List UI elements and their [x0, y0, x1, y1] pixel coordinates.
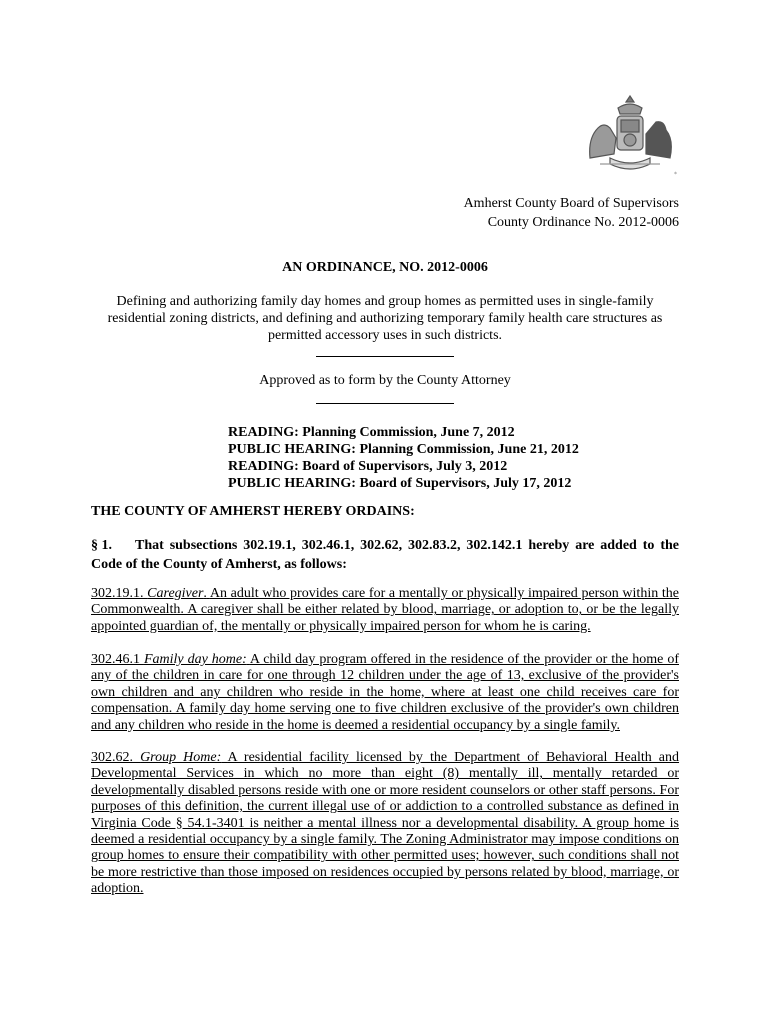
schedule-item: READING: Planning Commission, June 7, 2012	[228, 425, 515, 440]
county-seal-icon	[580, 94, 680, 180]
approved-line: Approved as to form by the County Attorney	[259, 373, 511, 388]
header-ordinance-number: County Ordinance No. 2012-0006	[487, 215, 679, 230]
ordains-heading: THE COUNTY OF AMHERST HEREBY ORDAINS:	[91, 504, 415, 519]
definition-term: Family day home:	[143, 652, 247, 667]
definition-separator: .	[203, 586, 207, 601]
section-1	[91, 536, 679, 574]
definition-term: Caregiver	[147, 586, 204, 601]
hearing-schedule	[228, 424, 579, 492]
divider-rule	[316, 356, 454, 357]
definition-text: A child day program offered in the residence of the provider or the home of any of the children in care for one through 12 children under the age of 13, exclusive of the provider's own children and any children who reside in the home, where at least one child receives care for compensation. A family day home serving one to five children exclusive of the provider's own children and any children who reside in the home is deemed a residential occupancy by a single family.	[91, 652, 679, 733]
definition-caregiver	[91, 586, 679, 635]
definition-term: Group Home:	[140, 750, 222, 765]
schedule-item: READING: Board of Supervisors, July 3, 2012	[228, 459, 508, 474]
definition-family-day-home	[91, 652, 679, 734]
definition-text: A residential facility licensed by the Department of Behavioral Health and Developmental Services in which no more than eight (8) mentally ill, mentally retarded or developmentally disabled persons reside with one or more resident counselors or other staff persons. For purposes of this definition, the current illegal use of or addiction to a controlled substance as defined in Virginia Code § 54.1-3401 is neither a mental illness nor a developmental disability. A group home is deemed a residential occupancy by a single family. The Zoning Administrator may impose conditions on group homes to ensure their compatibility with other permitted uses; however, such conditions shall not be more restrictive than those imposed on residences occupied by persons related by blood, marriage, or adoption.	[91, 750, 680, 897]
schedule-item: PUBLIC HEARING: Board of Supervisors, July 17, 2012	[228, 476, 572, 491]
ordinance-title: AN ORDINANCE, NO. 2012-0006	[282, 260, 488, 275]
svg-text:*: *	[674, 171, 677, 178]
divider-rule	[316, 403, 454, 404]
section-text: That subsections 302.19.1, 302.46.1, 302.62, 302.83.2, 302.142.1 hereby are added to the Code of the County of Amherst, as follows:	[91, 538, 679, 572]
definition-group-home	[91, 750, 679, 898]
section-number: § 1.	[91, 538, 112, 553]
definition-number: 302.62.	[91, 750, 133, 765]
ordinance-purpose: Defining and authorizing family day homes and group homes as permitted uses in single-family residential zoning districts, and defining and authorizing temporary family health care structures as permitted accessory uses in such districts.	[107, 294, 663, 343]
header-block	[464, 194, 679, 232]
definition-number: 302.46.1	[91, 652, 140, 667]
definition-number: 302.19.1.	[91, 586, 144, 601]
definition-text: An adult who provides care for a mentally or physically impaired person within the Commonwealth. A caregiver shall be either related by blood, marriage, or adoption to, or be the legally appointed guardian of, the mentally or physically impaired person for whom he is caring.	[91, 586, 679, 634]
schedule-item: PUBLIC HEARING: Planning Commission, June 21, 2012	[228, 442, 579, 457]
header-org: Amherst County Board of Supervisors	[463, 196, 679, 211]
